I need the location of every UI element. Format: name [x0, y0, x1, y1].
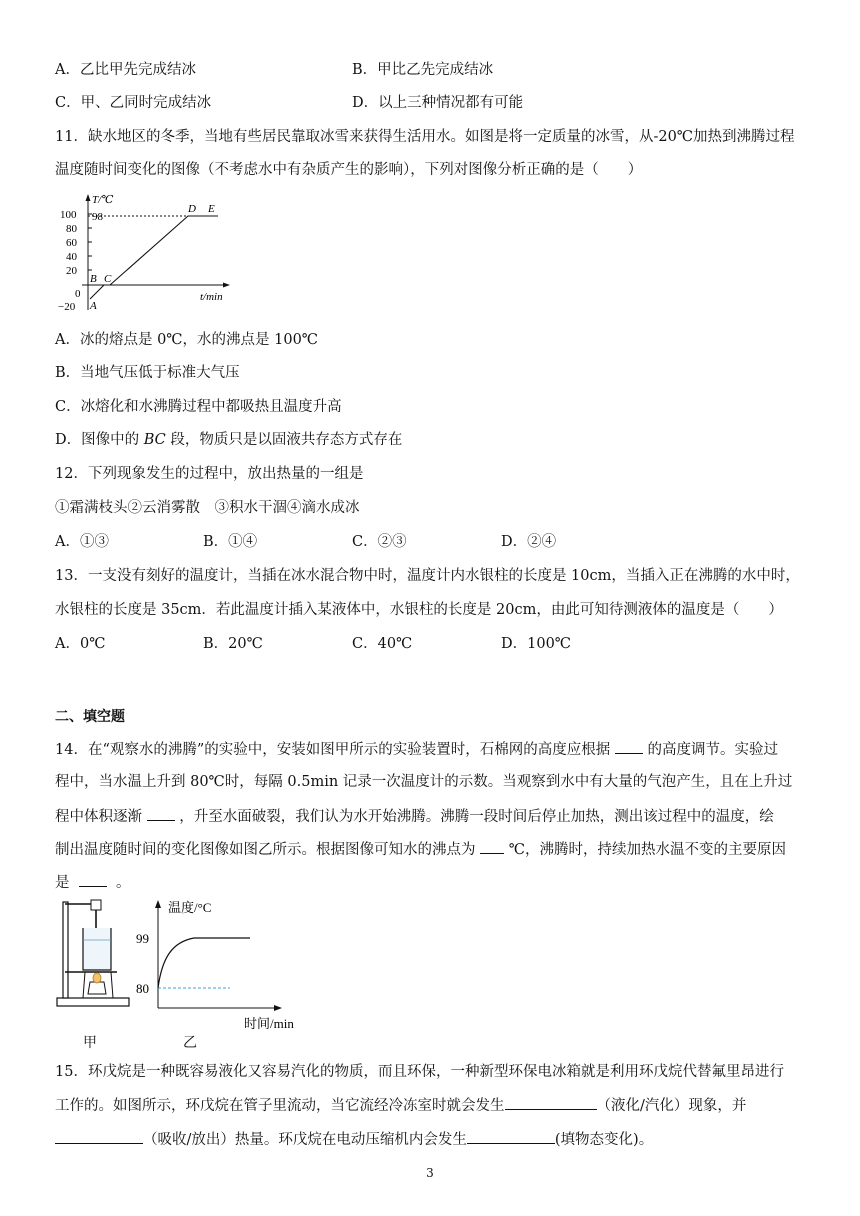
- q11-graph-y-label: T/℃: [92, 194, 114, 206]
- q14-blank-4[interactable]: [79, 872, 107, 887]
- q11-stem-line1: 11．缺水地区的冬季，当地有些居民靠取冰雪来获得生活用水。如图是将一定质量的冰雪，从-20℃加热到沸腾过程: [55, 129, 795, 145]
- q13-option-b: B．20℃: [203, 636, 263, 652]
- q14-temperature-graph: [128, 898, 308, 1034]
- q14-l4b: ℃，沸腾时，持续加热水温不变的主要原因: [508, 842, 786, 858]
- q13-option-d: D．100℃: [501, 636, 572, 652]
- q11-option-d-segment: BC: [143, 432, 166, 448]
- q15-line1: 15．环戊烷是一种既容易液化又容易汽化的物质，而且环保，一种新型环保电冰箱就是利用环戊烷代替氟里昂进行: [55, 1064, 784, 1080]
- q11-option-c: C．冰熔化和水沸腾过程中都吸热且温度升高: [55, 399, 342, 415]
- q14-apparatus-figure: [55, 898, 135, 1010]
- q15-line3: [55, 1129, 653, 1150]
- q15-l3a: （吸收/放出）热量。环戊烷在电动压缩机内会发生: [143, 1132, 467, 1148]
- q11-point-a: A: [90, 300, 97, 312]
- q11-graph-y-tick-0: 0: [75, 288, 81, 300]
- q14-graph-x-label: 时间/min: [244, 1016, 294, 1031]
- q12-stem: 12．下列现象发生的过程中，放出热量的一组是: [55, 466, 364, 482]
- q14-line3: [55, 806, 774, 827]
- q11-point-b: B: [90, 273, 97, 285]
- q14-fig-label-jia: 甲: [83, 1035, 97, 1051]
- q11-temperature-graph: [58, 192, 238, 314]
- q13-stem-line1: 13．一支没有刻好的温度计，当插在冰水混合物中时，温度计内水银柱的长度是 10cm，当插入正在沸腾的水中时，: [55, 568, 800, 584]
- q14-l3b: ，升至水面破裂，我们认为水开始沸腾。沸腾一段时间后停止加热，测出该过程中的温度，绘: [179, 809, 774, 825]
- section-title-fill-in: 二、填空题: [55, 709, 125, 725]
- q14-graph-y-label: 温度/°C: [168, 900, 212, 915]
- page-number: 3: [426, 1166, 434, 1180]
- q13-option-c: C．40℃: [352, 636, 413, 652]
- q15-blank-1[interactable]: [505, 1095, 597, 1110]
- q12-items: ①霜满枝头②云消雾散 ③积水干涸④滴水成冰: [55, 500, 360, 516]
- q11-point-c: C: [104, 273, 112, 285]
- q15-line2: [55, 1095, 746, 1116]
- q14-line2: 程中，当水温上升到 80℃时，每隔 0.5min 记录一次温度计的示数。当观察到水中有大量的气泡产生，且在上升过: [55, 774, 793, 790]
- q15-blank-2[interactable]: [55, 1129, 143, 1144]
- q14-blank-2[interactable]: [147, 806, 175, 821]
- q10-option-c: C．甲、乙同时完成结冰: [55, 95, 212, 111]
- q12-option-b: B．①④: [203, 534, 258, 550]
- q10-option-a: A．乙比甲先完成结冰: [55, 62, 196, 78]
- q11-option-d-pre: D．图像中的: [55, 432, 144, 448]
- q15-l2a: 工作的。如图所示，环戊烷在管子里流动，当它流经冷冻室时就会发生: [55, 1098, 505, 1114]
- q11-graph-x-label: t/min: [200, 291, 223, 303]
- q14-fig-label-yi: 乙: [183, 1035, 197, 1051]
- q15-l3b: (填物态变化)。: [554, 1132, 654, 1148]
- q12-option-a: A．①③: [55, 534, 109, 550]
- q11-graph-y-tick-20: 20: [66, 265, 77, 277]
- q11-point-e: E: [208, 203, 215, 215]
- q12-option-c: C．②③: [352, 534, 407, 550]
- q14-line4: [55, 839, 786, 860]
- q11-point-d: D: [188, 203, 196, 215]
- q11-option-b: B．当地气压低于标准大气压: [55, 365, 240, 381]
- q11-option-d-post: 段，物质只是以固液共存态方式存在: [165, 432, 403, 448]
- q14-line5: [55, 872, 130, 893]
- q14-l1a: 14．在“观察水的沸腾”的实验中，安装如图甲所示的实验装置时，石棉网的高度应根据: [55, 742, 611, 758]
- q12-option-d: D．②④: [501, 534, 557, 550]
- q14-graph-y-tick-80: 80: [136, 981, 149, 996]
- q14-graph-y-tick-99: 99: [136, 931, 149, 946]
- q11-graph-y-tick-60: 60: [66, 237, 77, 249]
- q14-l1b: 的高度调节。实验过: [647, 742, 778, 758]
- q15-blank-3[interactable]: [467, 1129, 555, 1144]
- q14-line1: [55, 739, 778, 760]
- q10-option-b: B．甲比乙先完成结冰: [352, 62, 494, 78]
- q11-graph-y-tick-100: 100: [60, 209, 77, 221]
- q11-graph-y-tick-80: 80: [66, 223, 77, 235]
- q14-l5b: 。: [115, 875, 131, 891]
- q14-l3a: 程中体积逐渐: [55, 809, 142, 825]
- q13-option-a: A．0℃: [55, 636, 106, 652]
- q11-graph-marked-98: 98: [92, 211, 103, 223]
- q11-graph-y-tick-neg20: −20: [58, 301, 76, 313]
- q15-l2b: （液化/汽化）现象，并: [596, 1098, 747, 1114]
- q13-stem-line2: 水银柱的长度是 35cm．若此温度计插入某液体中，水银柱的长度是 20cm，由此可知待测液体的温度是（ ）: [55, 602, 783, 618]
- q11-graph-y-tick-40: 40: [66, 251, 77, 263]
- q11-stem-line2: 温度随时间变化的图像（不考虑水中有杂质产生的影响），下列对图像分析正确的是（ ）: [55, 162, 643, 178]
- q14-l5a: 是: [55, 875, 70, 891]
- q10-option-d: D．以上三种情况都有可能: [352, 95, 524, 111]
- q11-option-d: [55, 430, 402, 450]
- q11-option-a: A．冰的熔点是 0℃，水的沸点是 100℃: [55, 332, 319, 348]
- q14-blank-1[interactable]: [615, 739, 643, 754]
- q14-blank-3[interactable]: [480, 839, 504, 854]
- q14-l4a: 制出温度随时间的变化图像如图乙所示。根据图像可知水的沸点为: [55, 842, 476, 858]
